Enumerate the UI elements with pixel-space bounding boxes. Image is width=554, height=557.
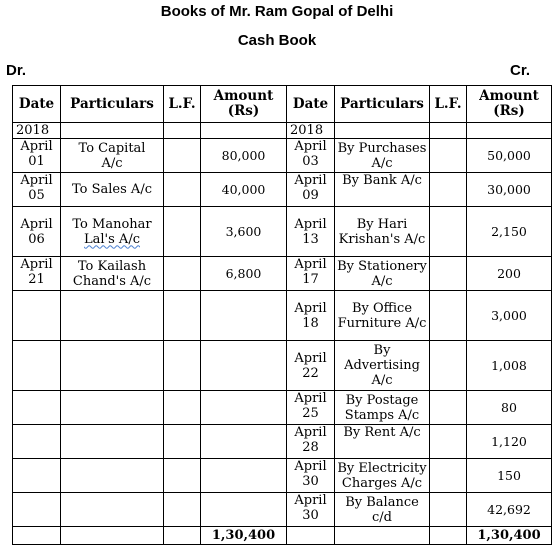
credit-amount: 2,150	[467, 207, 552, 257]
table-row	[13, 425, 552, 459]
table-row	[13, 139, 552, 173]
header-particulars: Particulars	[61, 86, 164, 123]
credit-date: April 25	[287, 391, 335, 425]
debit-amount: 3,600	[201, 207, 287, 257]
credit-particulars: By Advertising A/c	[335, 341, 430, 391]
credit-date: April 22	[287, 341, 335, 391]
credit-lf	[430, 139, 467, 173]
header-amount: Amount (Rs)	[201, 86, 287, 123]
credit-date: April 28	[287, 425, 335, 459]
credit-date: April 30	[287, 459, 335, 493]
credit-particulars: By Stationery A/c	[335, 257, 430, 291]
table-row	[13, 257, 552, 291]
debit-date: April 05	[13, 173, 61, 207]
table-row	[13, 341, 552, 391]
header-date: Date	[13, 86, 61, 123]
credit-amount: 80	[467, 391, 552, 425]
header-particulars: Particulars	[335, 86, 430, 123]
credit-lf	[430, 173, 467, 207]
header-lf: L.F.	[164, 86, 201, 123]
credit-date: April 17	[287, 257, 335, 291]
credit-particulars: By Balance c/d	[335, 493, 430, 527]
debit-lf	[164, 257, 201, 291]
debit-particulars: To Kailash Chand's A/c	[61, 257, 164, 291]
debit-side-label: Dr.	[6, 62, 27, 79]
credit-lf	[430, 459, 467, 493]
credit-amount: 50,000	[467, 139, 552, 173]
credit-particulars: By Hari Krishan's A/c	[335, 207, 430, 257]
credit-side-label: Cr.	[509, 62, 530, 79]
debit-total: 1,30,400	[201, 527, 287, 545]
credit-lf	[430, 291, 467, 341]
debit-amount: 6,800	[201, 257, 287, 291]
credit-lf	[430, 257, 467, 291]
credit-particulars: By Purchases A/c	[335, 139, 430, 173]
credit-amount: 42,692	[467, 493, 552, 527]
debit-particulars: To Sales A/c	[61, 173, 164, 207]
table-row	[13, 391, 552, 425]
totals-row	[13, 527, 552, 545]
debit-date: April 01	[13, 139, 61, 173]
credit-amount: 150	[467, 459, 552, 493]
debit-lf	[164, 207, 201, 257]
credit-date: April 13	[287, 207, 335, 257]
table-row	[13, 459, 552, 493]
table-row	[13, 291, 552, 341]
credit-lf	[430, 493, 467, 527]
debit-lf	[164, 173, 201, 207]
header-date: Date	[287, 86, 335, 123]
credit-amount: 1,008	[467, 341, 552, 391]
credit-lf	[430, 207, 467, 257]
credit-lf	[430, 425, 467, 459]
debit-particulars: To Capital A/c	[61, 139, 164, 173]
table-row	[13, 207, 552, 257]
credit-amount: 3,000	[467, 291, 552, 341]
credit-amount: 30,000	[467, 173, 552, 207]
credit-amount: 200	[467, 257, 552, 291]
credit-particulars: By Electricity Charges A/c	[335, 459, 430, 493]
credit-amount: 1,120	[467, 425, 552, 459]
credit-date: April 30	[287, 493, 335, 527]
debit-amount: 80,000	[201, 139, 287, 173]
credit-year: 2018	[287, 123, 335, 139]
credit-particulars: By Rent A/c	[335, 425, 430, 459]
debit-year: 2018	[13, 123, 61, 139]
debit-amount: 40,000	[201, 173, 287, 207]
page-subtitle: Cash Book	[237, 32, 317, 49]
header-lf: L.F.	[430, 86, 467, 123]
table-row	[13, 173, 552, 207]
table-row	[13, 493, 552, 527]
year-row	[13, 123, 552, 139]
credit-particulars: By Bank A/c	[335, 173, 430, 207]
debit-particulars: To Manohar Lal's A/c	[61, 207, 164, 257]
cash-book-table	[12, 85, 552, 545]
credit-particulars: By Postage Stamps A/c	[335, 391, 430, 425]
credit-date: April 03	[287, 139, 335, 173]
debit-lf	[164, 139, 201, 173]
header-row	[13, 86, 552, 123]
debit-date: April 21	[13, 257, 61, 291]
header-amount: Amount (Rs)	[467, 86, 552, 123]
credit-lf	[430, 391, 467, 425]
debit-date: April 06	[13, 207, 61, 257]
credit-lf	[430, 341, 467, 391]
credit-particulars: By Office Furniture A/c	[335, 291, 430, 341]
credit-total: 1,30,400	[467, 527, 552, 545]
credit-date: April 09	[287, 173, 335, 207]
page-title: Books of Mr. Ram Gopal of Delhi	[160, 3, 394, 20]
credit-date: April 18	[287, 291, 335, 341]
